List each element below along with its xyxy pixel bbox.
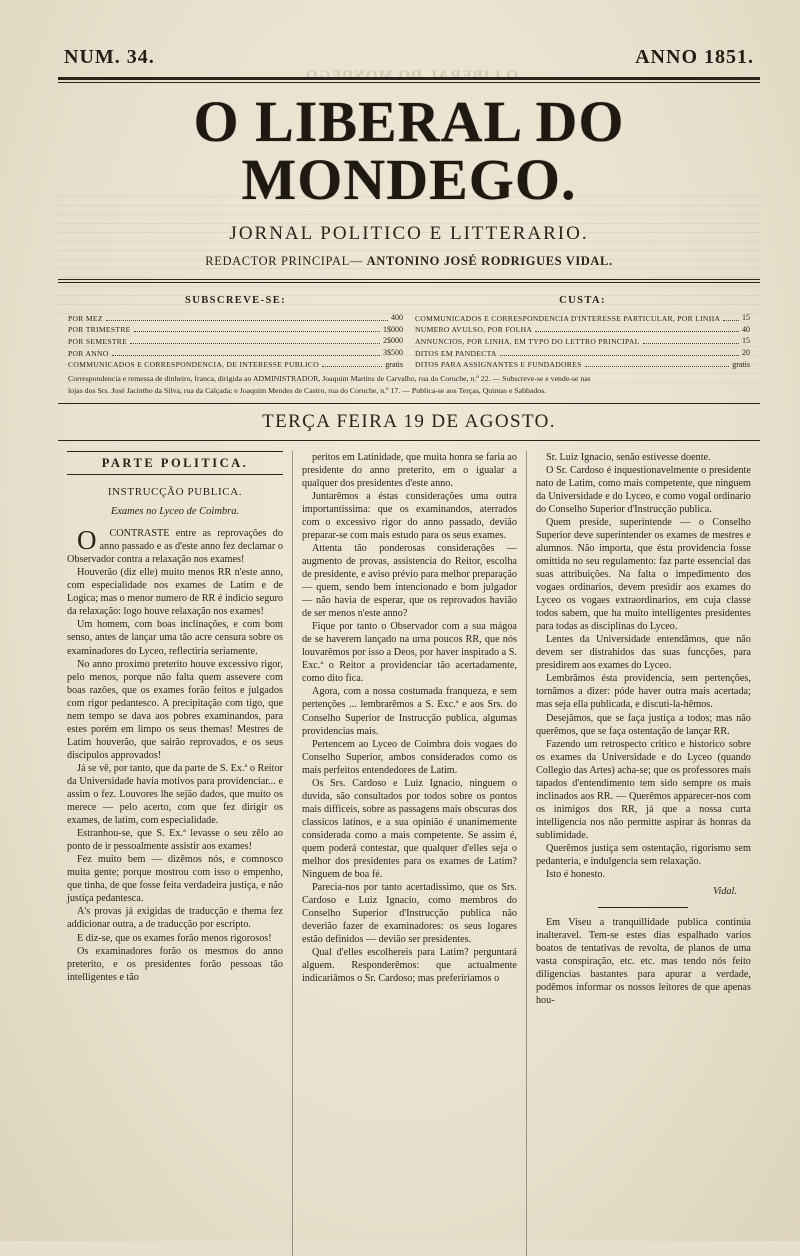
leader-dots bbox=[134, 330, 380, 332]
masthead-divider bbox=[58, 77, 760, 83]
price-label: NUMERO AVULSO, POR FOLHA bbox=[415, 325, 533, 335]
price-row bbox=[415, 347, 750, 359]
leader-dots bbox=[723, 319, 739, 321]
subscription-footnote-line-2: lojas dos Srs. José Jacintho da Silva, rua da Calçada; e Joaquim Mendes de Castro, rua do Coruche, n.º 17. — Publica-se aos Terças, Quintas e Sabbados. bbox=[68, 385, 547, 395]
leader-dots bbox=[106, 319, 388, 321]
paragraph: No anno proximo preterito houve excessivo rigor, pelo menos, porque não falta quem assevere com boas razões, que os exames forão feitos e julgados com rigor pedantesco. A precipitação com tigo, que nem tempo se dava aos pobres examinandos, para estes porém em limpo os seus themas! Mestres de Latim houverão, que sairão reprovados, e os seus discipulos approvados! bbox=[67, 658, 283, 761]
paragraph: Pertencem ao Lyceo de Coimbra dois vogaes do Conselho Superior, ambos considerados como os mais perfeitos entendedores de Latim. bbox=[301, 738, 517, 776]
paragraph: O Sr. Cardoso é inquestionavelmente o presidente nato de Latim, como mais competente, que ninguem da Universidade e do Lyceo, e como vogal ordinario do Conselho Superior d'Instrucção publica. bbox=[535, 464, 751, 515]
paragraph: A's provas já exigidas de traducção e thema fez addicionar outra, a de traducção por escripto. bbox=[67, 906, 283, 931]
issue-number: NUM. 34. bbox=[64, 46, 155, 68]
paragraph: Em Viseu a tranquillidade publica continúa inalteravel. Tem-se estes dias espalhado varios boatos de tentativas de revolta, de planos de uma vasta conspiração, etc. etc. mas tendo nós feito diligencias bastantes para apurar a verdade, podêmos informar os nossos leitores de que apenas hou- bbox=[535, 917, 751, 1007]
newspaper-subtitle: JORNAL POLITICO E LITTERARIO. bbox=[229, 223, 589, 244]
price-label: DITOS PARA ASSIGNANTES E FUNDADORES bbox=[415, 360, 582, 370]
price-label: ANNUNCIOS, POR LINHA, EM TYPO DO LETTRO PRINCIPAL bbox=[415, 337, 640, 346]
subscription-label: COMMUNICADOS E CORRESPONDENCIA, DE INTERESSE PUBLICO bbox=[68, 360, 320, 370]
redactor-prefix: REDACTOR PRINCIPAL bbox=[205, 254, 350, 268]
newspaper-sheet bbox=[58, 46, 760, 1223]
paragraph: Os Srs. Cardoso e Luiz Ignacio, ninguem o duvida, são consultados por todos sobre os pontos mais difficeis, sobre as passagens mais obscuras dos classicos latinos, e a sua opinião é unanimemente considerada como a mais competente. Se assim é, quem poderá contestar, que qualquer d'elles seja o melhor dos presidentes para os exames de Latim? Ninguem de boa fé. bbox=[301, 777, 517, 881]
price-value: gratis bbox=[732, 359, 750, 369]
column-3 bbox=[526, 451, 760, 1256]
subscription-value: 400 bbox=[391, 313, 403, 323]
leader-dots bbox=[112, 354, 380, 356]
subscription-label: POR TRIMESTRE bbox=[68, 325, 131, 335]
paragraph: Attenta tão ponderosas considerações — augmento de provas, assistencia do Reitor, escolha de presidente, e aviso prévio para melhor preparação — quem, sendo bem intencionado e bom julgador — não havia de esperar, que os reprovados havião de ser menos n'este anno? bbox=[301, 542, 517, 620]
paragraph: Um homem, com boas inclinações, e com bom senso, antes de lançar uma tão acre censura sobre os examinadores do Lyceo, reflectiria seriamente. bbox=[67, 619, 283, 657]
column-divider-rule bbox=[598, 907, 688, 908]
masthead-rule-2 bbox=[58, 282, 760, 283]
paragraph: Fique por tanto o Observador com a sua mágoa de se haverem lançado na urna poucos RR, que nós louvarêmos por isso a Deos, por haver inspirado a S. Exc.ª o Reitor a providenciar tão acertadamente, como dito fica. bbox=[301, 621, 517, 685]
subscription-right-column bbox=[409, 293, 756, 370]
paragraph: Lembrâmos ésta providencia, sem pertenções, tornâmos a dizer: póde haver outra mais acertada; mas seja ella publicada, e discuti-la-hêmos. bbox=[535, 673, 751, 711]
price-value: 20 bbox=[742, 348, 750, 357]
subscription-left-column bbox=[62, 293, 409, 370]
subscription-value: 3$500 bbox=[383, 348, 403, 357]
section-heading-parte-politica: PARTE POLITICA. bbox=[67, 451, 283, 475]
ghost-bleed-title: O LIBERAL DO MONDEGO. bbox=[300, 68, 518, 84]
article-columns bbox=[58, 451, 760, 1256]
article-signature: Vidal. bbox=[713, 886, 737, 898]
article-title-exames-lyceo: Exames no Lyceo de Coimbra. bbox=[110, 505, 240, 517]
subsection-heading-instruccao-publica: INSTRUCÇÃO PUBLICA. bbox=[107, 485, 243, 498]
paragraph: Já se vê, por tanto, que da parte de S. Ex.ª o Reitor da Universidade havia motivos para providenciar... e assim o fez. Louvores lhe sejão dados, que muito os merece — pelo acerto, com que fez dirigir os exames, de latim, com especialidade. bbox=[67, 762, 283, 827]
issue-date: TERÇA FEIRA 19 DE AGOSTO. bbox=[58, 403, 760, 441]
subscription-row bbox=[68, 359, 403, 371]
paragraph: Isto é honesto. bbox=[545, 869, 606, 881]
price-row bbox=[415, 335, 750, 347]
paragraph: Houverão (diz elle) muito menos RR n'este anno, com especialidade nos exames de Latim e de Logica; mas o menor numero de RR é indicio seguro da relaxação: logo houve relaxação nos exames! bbox=[67, 567, 283, 618]
paragraph: E diz-se, que os exames forão menos rigorosos! bbox=[77, 932, 272, 944]
subscription-row bbox=[68, 347, 403, 359]
price-value: 15 bbox=[742, 313, 750, 323]
paragraph: Desejâmos, que se faça justiça a todos; mas não querêmos, que se faça ostentação de lançar RR. bbox=[535, 712, 751, 737]
redactor-line bbox=[58, 254, 760, 269]
paragraph: Querêmos justiça sem ostentação, rigorismo sem pedanteria, e indulgencia sem relaxação. bbox=[535, 842, 751, 868]
leader-dots bbox=[322, 365, 382, 367]
price-value: 15 bbox=[742, 336, 750, 346]
subscription-left-heading: SUBSCREVE-SE: bbox=[184, 295, 287, 306]
paragraph: Quem preside, superintende — o Conselho Superior deve superintender os exames de mestres e alumnos. Não importa, que ésta providencia fosse omittida no seu regulamento: faz parte essencial das suas attribuições. Na falta o impedimento dos vogaes ordinarios, devem presidir aos exames do Lyceo os vogaes extraordinarios, em cuja classe todos sabem, que ha muito intelligentes presidentes para todas as disciplinas do Lyceo. bbox=[535, 516, 751, 633]
price-value: 40 bbox=[742, 324, 750, 334]
redactor-dash: — bbox=[349, 254, 367, 268]
subscription-block bbox=[58, 289, 760, 370]
masthead-top-row bbox=[58, 46, 760, 75]
price-row bbox=[415, 324, 750, 336]
leader-dots bbox=[535, 330, 739, 332]
paragraph: Agora, com a nossa costumada franqueza, e sem pertenções ... lembrarêmos a S. Exc.ª e aos Srs. do Conselho Superior de Instrucção publica, algumas providencias mais. bbox=[301, 686, 517, 737]
subscription-row bbox=[68, 324, 403, 336]
subscription-row bbox=[68, 312, 403, 324]
masthead-rule-1 bbox=[58, 279, 760, 280]
subscription-value: 2$000 bbox=[383, 336, 403, 346]
column-1 bbox=[58, 451, 292, 1256]
paragraph: Qual d'elles escolhereis para Latim? perguntará alguem. Responderêmos: que actualmente indicariâmos o Sr. Cardoso; mas prefeririamos o bbox=[301, 947, 517, 985]
leader-dots bbox=[643, 342, 739, 344]
paragraph: peritos em Latinidade, que muita honra se faria ao presidente do anno preterito, em o igualar a qualquer dos presidentes d'este anno. bbox=[301, 451, 517, 489]
price-label: DITOS EM PANDECTA bbox=[415, 348, 497, 358]
subscription-label: POR SEMESTRE bbox=[68, 337, 128, 346]
paragraph: Fazendo um retrospecto critico e historico sobre os exames da Universidade e do Lyceo (quando Collegio das Artes) acha-se; que os professores mais tapados d'entendimento tem sido sempre os mais inclinados aos RR. — Querêmos apparecer-nos com os inimigos dos RR, já que a nossa curta intelligencia nos não permitte aspirar ás honras da sublimidade. bbox=[535, 738, 751, 841]
leader-dots bbox=[130, 342, 380, 344]
newspaper-title: O LIBERAL DO MONDEGO. bbox=[193, 89, 625, 212]
paragraph: Sr. Luiz Ignacio, senão estivesse doente. bbox=[545, 451, 711, 463]
column-2 bbox=[292, 451, 526, 1256]
redactor-name: ANTONINO JOSÉ RODRIGUES VIDAL. bbox=[366, 254, 613, 268]
price-row bbox=[415, 359, 750, 371]
price-label: COMMUNICADOS E CORRESPONDENCIA D'INTERESSE PARTICULAR, POR LINHA bbox=[415, 313, 721, 323]
leader-dots bbox=[500, 354, 739, 356]
paragraph: Parecia-nos por tanto acertadissimo, que os Srs. Cardoso e Luiz Ignacio, como membros do Conselho Superior d'Instrucção publica não deverião fazer de examinadores: os seus logares estão definidos — devião ser presidentes. bbox=[301, 882, 517, 946]
subscription-footnote-line-1: Correspondencia e remessa de dinheiro, franca, dirigida ao ADMINISTRADOR, Joaquim Martins de Carvalho, rua do Coruche, n.º 22. — Subscreve-se e vende-se nas bbox=[68, 374, 591, 384]
paragraph: Estranhou-se, que S. Ex.ª levasse o seu zêlo ao ponto de ir pessoalmente assistir aos exames! bbox=[67, 828, 283, 853]
issue-year: ANNO 1851. bbox=[635, 46, 754, 68]
subscription-value: 1$000 bbox=[383, 324, 403, 334]
paragraph: OCONTRASTE entre as reprovações do anno passado e as d'este anno fez declamar o Observador contra a relaxação nos exames! bbox=[67, 525, 283, 566]
subscription-label: POR ANNO bbox=[68, 348, 109, 358]
subscription-footnote bbox=[58, 370, 760, 396]
subscription-label: POR MEZ bbox=[68, 313, 103, 323]
paragraph: Os examinadores forão os mesmos do anno preterito, e os presidentes forão pessoas tão intelligentes e tão bbox=[67, 945, 283, 983]
subscription-row bbox=[68, 335, 403, 347]
paragraph: Juntarêmos a éstas considerações uma outra importantissima: que os examinandos, aterrados com o excessivo rigor do anno passado, devião preparar-se com mais estudo para os seus exames. bbox=[301, 490, 517, 541]
leader-dots bbox=[585, 365, 730, 367]
paragraph: Lentes da Universidade entendâmos, que não devem ser distrahidos das suas funcções, para presidirem aos exames do Lyceo. bbox=[535, 634, 751, 672]
subscription-value: gratis bbox=[385, 359, 403, 369]
paragraph: Fez muito bem — dizêmos nós, e comnosco muita gente; porque mostrou com isso o empenho, que tinha, de que fosse feita verdadeira justiça, e não justiça pedantesca. bbox=[67, 854, 283, 905]
subscription-right-heading: CUSTA: bbox=[559, 295, 606, 306]
price-row bbox=[415, 312, 750, 324]
